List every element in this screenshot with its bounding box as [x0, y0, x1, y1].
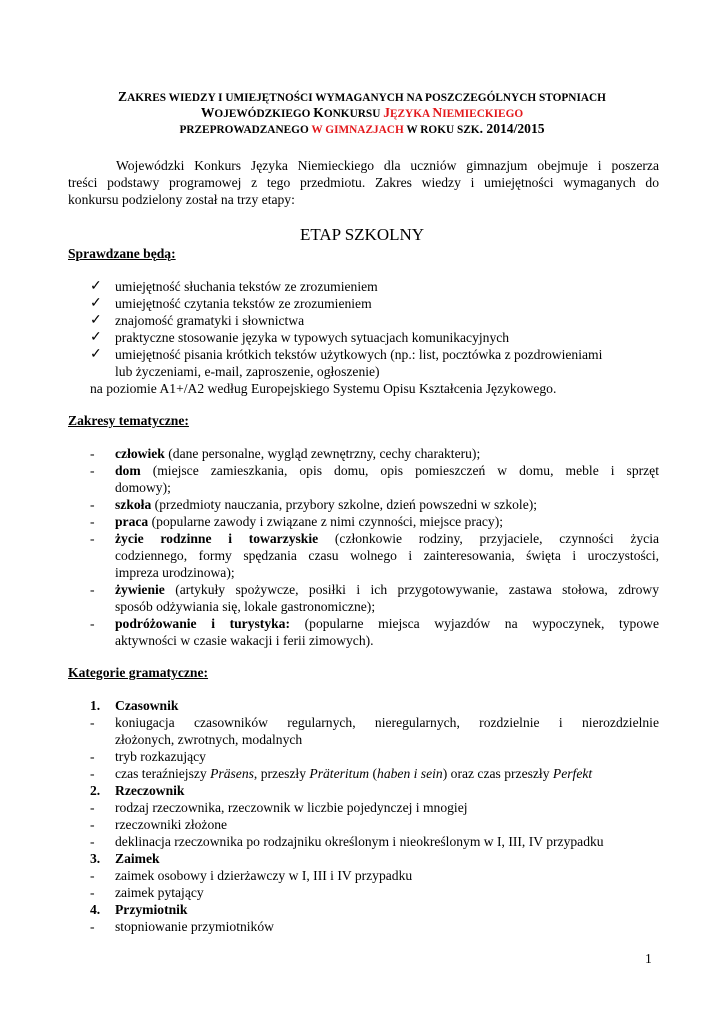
checked-heading: Sprawdzane będą: [68, 246, 176, 261]
grammar-section-number: 4. [90, 902, 101, 917]
dash-marker: - [90, 919, 95, 934]
grammar-item: rodzaj rzeczownika, rzeczownik w liczbie pojedynczej i mnogiej [115, 800, 468, 815]
intro-line-1: Wojewódzki Konkurs Języka Niemieckiego dla uczniów gimnazjum obejmuje i poszerza [116, 158, 659, 173]
check-icon: ✓ [90, 279, 102, 294]
dash-marker: - [90, 817, 95, 832]
checked-item: umiejętność pisania krótkich tekstów użytkowych (np.: list, pocztówka z pozdrowieniami [115, 347, 603, 362]
grammar-item: czas teraźniejszy Präsens, przeszły Präteritum (haben i sein) oraz czas przeszły Perfekt [115, 766, 593, 781]
check-icon: ✓ [90, 330, 102, 345]
dash-marker: - [90, 715, 95, 730]
dash-marker: - [90, 514, 95, 529]
dash-marker: - [90, 616, 95, 631]
grammar-section-title: Zaimek [115, 851, 160, 866]
grammar-item: zaimek pytający [115, 885, 204, 900]
grammar-item: zaimek osobowy i dzierżawczy w I, III i IV przypadku [115, 868, 413, 883]
dash-marker: - [90, 582, 95, 597]
grammar-item: deklinacja rzeczownika po rodzajniku określonym i nieokreślonym w I, III, IV przypadku [115, 834, 604, 849]
check-icon: ✓ [90, 347, 102, 362]
checked-level: na poziomie A1+/A2 według Europejskiego Systemu Opisu Kształcenia Językowego. [90, 381, 557, 396]
intro-line-2: treści podstawy programowej z tego przedmiotu. Zakres wiedzy i umiejętności wymaganych do [68, 175, 659, 190]
topic-item: szkoła (przedmioty nauczania, przybory szkolne, dzień powszedni w szkole); [115, 497, 538, 512]
grammar-section-number: 1. [90, 698, 101, 713]
dash-marker: - [90, 868, 95, 883]
dash-marker: - [90, 497, 95, 512]
checked-item: znajomość gramatyki i słownictwa [115, 313, 305, 328]
dash-marker: - [90, 885, 95, 900]
dash-marker: - [90, 463, 95, 478]
topic-item-continuation: sposób odżywiania się, lokale gastronomiczne); [115, 599, 376, 614]
grammar-item-continuation: złożonych, zwrotnych, modalnych [115, 732, 303, 747]
page-number: 1 [645, 951, 652, 966]
topic-item-continuation: domowy); [115, 480, 171, 495]
topic-item-continuation: codziennego, formy spędzania czasu wolnego i zainteresowania, święta i uroczystości, [115, 548, 659, 563]
grammar-section-title: Przymiotnik [115, 902, 188, 917]
header-line-1: ZAKRES WIEDZY I UMIEJĘTNOŚCI WYMAGANYCH NA POSZCZEGÓLNYCH STOPNIACH [118, 89, 606, 104]
grammar-heading: Kategorie gramatyczne: [68, 665, 209, 680]
grammar-section-number: 2. [90, 783, 101, 798]
check-icon: ✓ [90, 296, 102, 311]
header-line-3: PRZEPROWADZANEGO W GIMNAZJACH W ROKU SZK. 2014/2015 [179, 121, 545, 136]
grammar-section-title: Czasownik [115, 698, 179, 713]
check-icon: ✓ [90, 313, 102, 328]
dash-marker: - [90, 749, 95, 764]
checked-item: praktyczne stosowanie języka w typowych sytuacjach komunikacyjnych [115, 330, 510, 345]
dash-marker: - [90, 531, 95, 546]
topic-item: życie rodzinne i towarzyskie (członkowie rodziny, przyjaciele, czynności życia [115, 531, 660, 546]
checked-item-continuation: lub życzeniami, e-mail, zaproszenie, ogłoszenie) [115, 364, 380, 379]
topic-item: podróżowanie i turystyka: (popularne miejsca wyjazdów na wypoczynek, typowe [115, 616, 659, 631]
topic-item: żywienie (artykuły spożywcze, posiłki i ich przygotowywanie, zastawa stołowa, zdrowy [115, 582, 659, 597]
grammar-section-number: 3. [90, 851, 101, 866]
topic-item: dom (miejsce zamieszkania, opis domu, opis pomieszczeń w domu, meble i sprzęt [115, 463, 659, 478]
checked-item: umiejętność słuchania tekstów ze zrozumieniem [115, 279, 378, 294]
header-line-2: WOJEWÓDZKIEGO KONKURSU JĘZYKA NIEMIECKIEGO [200, 105, 524, 120]
dash-marker: - [90, 446, 95, 461]
topic-item-continuation: aktywności w czasie wakacji i ferii zimowych). [115, 633, 374, 648]
topic-item-continuation: impreza urodzinowa); [115, 565, 235, 580]
grammar-section-title: Rzeczownik [115, 783, 185, 798]
grammar-item: stopniowanie przymiotników [115, 919, 274, 934]
topic-item: praca (popularne zawody i związane z nimi czynności, miejsce pracy); [115, 514, 504, 529]
stage-title: ETAP SZKOLNY [299, 225, 425, 244]
grammar-item: koniugacja czasowników regularnych, nieregularnych, rozdzielnie i nierozdzielnie [115, 715, 659, 730]
grammar-item: tryb rozkazujący [115, 749, 206, 764]
topic-item: człowiek (dane personalne, wygląd zewnętrzny, cechy charakteru); [115, 446, 481, 461]
dash-marker: - [90, 766, 95, 781]
topics-heading: Zakresy tematyczne: [68, 413, 189, 428]
dash-marker: - [90, 800, 95, 815]
dash-marker: - [90, 834, 95, 849]
intro-line-3: konkursu podzielony został na trzy etapy: [68, 192, 295, 207]
checked-item: umiejętność czytania tekstów ze zrozumieniem [115, 296, 372, 311]
grammar-item: rzeczowniki złożone [115, 817, 228, 832]
